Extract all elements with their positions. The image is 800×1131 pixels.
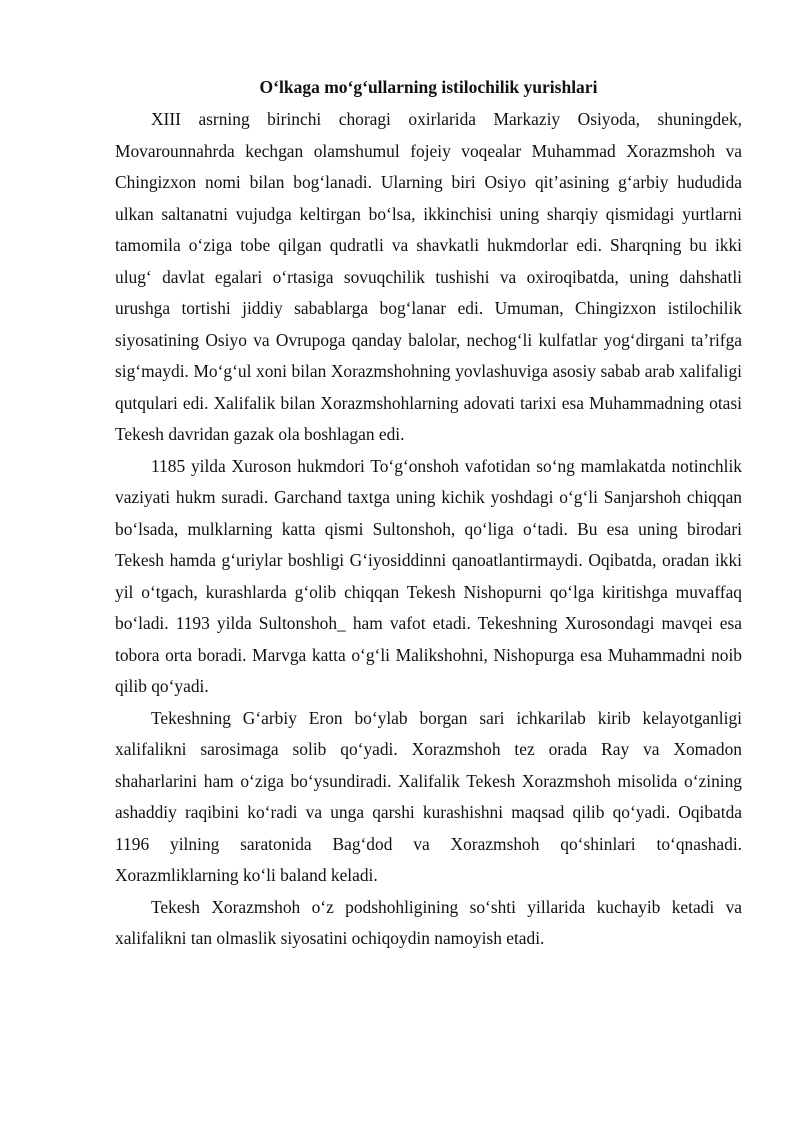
document-page [115,72,742,955]
paragraph-3: Tekeshning G‘arbiy Eron bo‘ylab borgan sari ichkarilab kirib kelayotganligi xalifalikni sarosimaga solib qo‘yadi. Xorazmshoh tez orada Ray va Xomadon shaharlarini ham o‘ziga bo‘ysundiradi. Xalifalik Tekesh Xorazmshoh misolida o‘zining ashaddiy raqibini ko‘radi va unga qarshi kurashishni maqsad qilib qo‘yadi. Oqibatda 1196 yilning saratonida Bag‘dod va Xorazmshoh qo‘shinlari to‘qnashadi. Xorazmliklarning ko‘li baland keladi. [115,707,742,885]
document-title: O‘lkaga mo‘g‘ullarning istilochilik yurishlari [259,77,598,97]
paragraph-2: 1185 yilda Xuroson hukmdori To‘g‘onshoh vafotidan so‘ng mamlakatda notinchlik vaziyati hukm suradi. Garchand taxtga uning kichik yoshdagi o‘g‘li Sanjarshoh chiqqan bo‘lsada, mulklarning katta qismi Sultonshoh, qo‘liga o‘tadi. Bu esa uning birodari Tekesh hamda g‘uriylar boshligi G‘iyosiddinni qanoatlantirmaydi. Oqibatda, oradan ikki yil o‘tgach, kurashlarda g‘olib chiqqan Tekesh Nishopurni qo‘lga kiritishga muvaffaq bo‘ladi. 1193 yilda Sultonshoh_ ham vafot etadi. Tekeshning Xurosondagi mavqei esa tobora orta boradi. Marvga katta o‘g‘li Malikshohni, Nishopurga esa Muhammadni noib qilib qo‘yadi. [115,455,742,696]
paragraph-4: Tekesh Xorazmshoh o‘z podshohligining so‘shti yillarida kuchayib ketadi va xalifalikni tan olmaslik siyosatini ochiqoydin namoyish etadi. [115,896,742,948]
paragraph-1: XIII asrning birinchi choragi oxirlarida Markaziy Osiyoda, shuningdek, Movarounnahrda kechgan olamshumul fojeiy voqealar Muhammad Xorazmshoh va Chingizxon nomi bilan bog‘lanadi. Ularning biri Osiyo qit’asining g‘arbiy hududida ulkan saltanatni vujudga keltirgan bo‘lsa, ikkinchisi uning sharqiy qismidagi yurtlarni tamomila o‘ziga tobe qilgan qudratli va shavkatli hukmdorlar edi. Sharqning bu ikki ulug‘ davlat egalari o‘rtasiga sovuqchilik tushishi va oxiroqibatda, uning dahshatli urushga tortishi jiddiy sabablarga bog‘lanar edi. Umuman, Chingizxon istilochilik siyosatining Osiyo va Ovrupoga qanday balolar, nechog‘li kulfatlar yog‘dirgani ta’rifga sig‘maydi. Mo‘g‘ul xoni bilan Xorazmshohning yovlashuviga asosiy sabab arab xalifaligi qutqulari edi. Xalifalik bilan Xorazmshohlarning adovati tarixi esa Muhammadning otasi Tekesh davridan gazak ola boshlagan edi. [115,109,742,444]
